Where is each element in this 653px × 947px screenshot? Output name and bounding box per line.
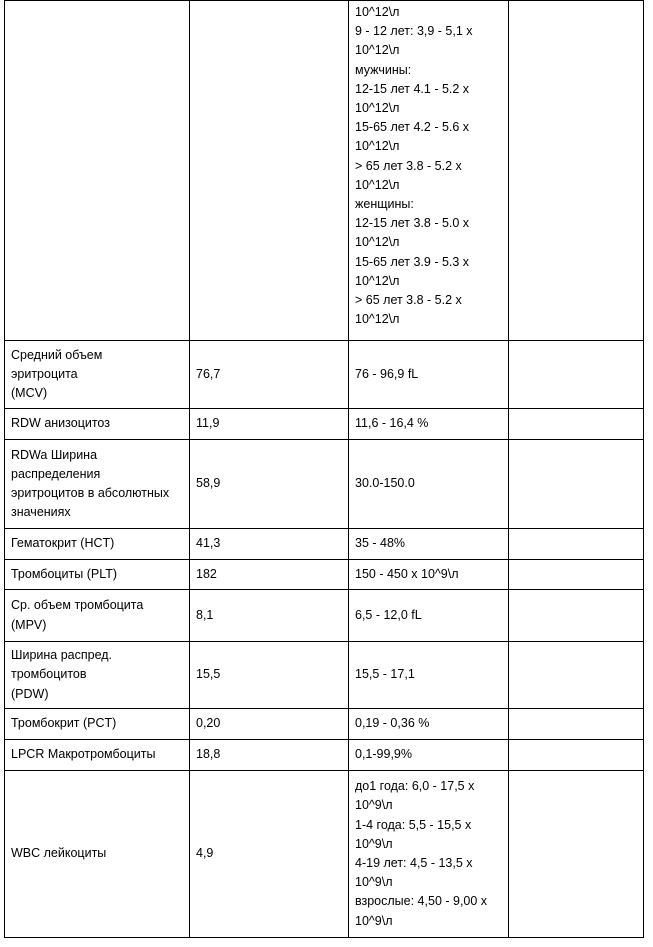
parameter-name-cell: WBC лейкоциты (5, 771, 190, 938)
table-row (5, 440, 644, 529)
table-row (5, 341, 644, 409)
parameter-name-cell: Ср. объем тромбоцита (MPV) (5, 590, 190, 642)
note-cell (509, 440, 644, 529)
result-value-cell: 8,1 (190, 590, 349, 642)
note-cell (509, 560, 644, 590)
result-value-cell: 182 (190, 560, 349, 590)
parameter-name-cell: Средний объем эритроцита (MCV) (5, 341, 190, 409)
lab-results-table (4, 0, 644, 938)
table-row (5, 560, 644, 590)
parameter-name-cell: LPCR Макротромбоциты (5, 740, 190, 771)
table-row (5, 529, 644, 560)
note-cell (509, 409, 644, 440)
table-row (5, 740, 644, 771)
parameter-name-cell (5, 1, 190, 341)
reference-range-cell: 15,5 - 17,1 (349, 642, 509, 709)
table-row (5, 1, 644, 341)
reference-range-cell: 150 - 450 х 10^9\л (349, 560, 509, 590)
reference-range-cell: 10^12\л 9 - 12 лет: 3,9 - 5,1 х 10^12\л мужчины: 12-15 лет 4.1 - 5.2 х 10^12\л 15-65 лет 4.2 - 5.6 х 10^12\л > 65 лет 3.8 - 5.2 х 10^12\л женщины: 12-15 лет 3.8 - 5.0 х 10^12\л 15-65 лет 3.9 - 5.3 х 10^12\л > 65 лет 3.8 - 5.2 х 10^12\л (349, 1, 509, 341)
reference-range-cell: 0,1-99,9% (349, 740, 509, 771)
reference-range-cell: 35 - 48% (349, 529, 509, 560)
note-cell (509, 590, 644, 642)
parameter-name-cell: RDW анизоцитоз (5, 409, 190, 440)
result-value-cell (190, 1, 349, 341)
reference-range-cell: 11,6 - 16,4 % (349, 409, 509, 440)
note-cell (509, 341, 644, 409)
parameter-name-cell: Ширина распред. тромбоцитов (PDW) (5, 642, 190, 709)
reference-range-cell: 76 - 96,9 fL (349, 341, 509, 409)
table-row (5, 709, 644, 740)
parameter-name-cell: RDWa Ширина распределения эритроцитов в абсолютных значениях (5, 440, 190, 529)
table-row (5, 642, 644, 709)
result-value-cell: 18,8 (190, 740, 349, 771)
result-value-cell: 4,9 (190, 771, 349, 938)
result-value-cell: 76,7 (190, 341, 349, 409)
parameter-name-cell: Тромбоциты (PLT) (5, 560, 190, 590)
reference-range-cell: 30.0-150.0 (349, 440, 509, 529)
result-value-cell: 41,3 (190, 529, 349, 560)
result-value-cell: 0,20 (190, 709, 349, 740)
note-cell (509, 642, 644, 709)
note-cell (509, 771, 644, 938)
reference-range-cell: 6,5 - 12,0 fL (349, 590, 509, 642)
parameter-name-cell: Тромбокрит (PCT) (5, 709, 190, 740)
result-value-cell: 58,9 (190, 440, 349, 529)
table-row (5, 771, 644, 938)
table-row (5, 409, 644, 440)
table-row (5, 590, 644, 642)
reference-range-cell: 0,19 - 0,36 % (349, 709, 509, 740)
result-value-cell: 11,9 (190, 409, 349, 440)
note-cell (509, 709, 644, 740)
reference-range-cell: до1 года: 6,0 - 17,5 х 10^9\л 1-4 года: 5,5 - 15,5 х 10^9\л 4-19 лет: 4,5 - 13,5 х 10^9\л взрослые: 4,50 - 9,00 х 10^9\л (349, 771, 509, 938)
note-cell (509, 529, 644, 560)
note-cell (509, 1, 644, 341)
note-cell (509, 740, 644, 771)
parameter-name-cell: Гематокрит (HCT) (5, 529, 190, 560)
result-value-cell: 15,5 (190, 642, 349, 709)
